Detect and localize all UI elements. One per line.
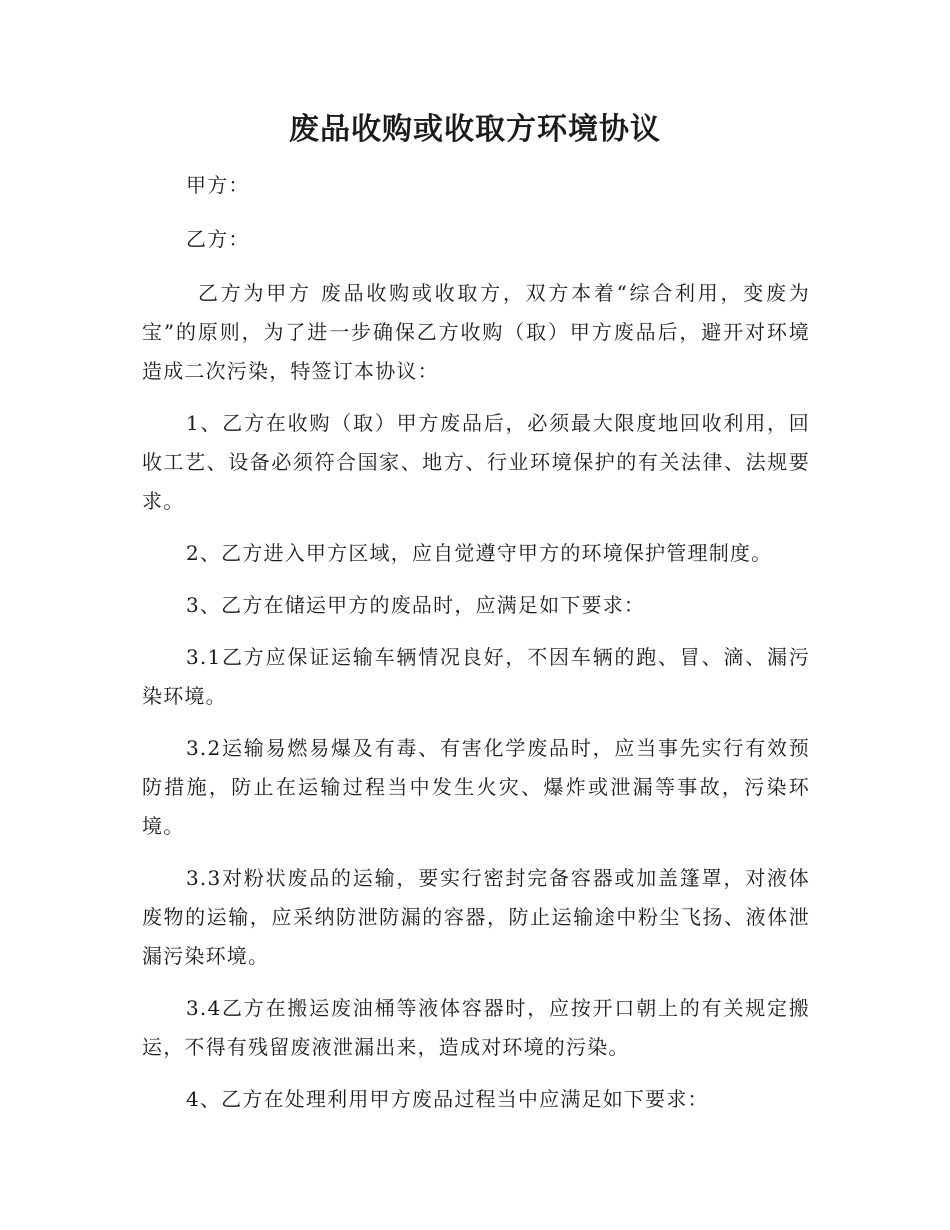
clause-2: 2、乙方进入甲方区域，应自觉遵守甲方的环境保护管理制度。 <box>186 541 773 565</box>
document-title: 废品收购或收取方环境协议 <box>289 112 661 147</box>
clause-3: 3、乙方在储运甲方的废品时，应满足如下要求： <box>186 593 646 617</box>
clause-3-2: 3.2运输易燃易爆及有毒、有害化学废品时，应当事先实行有效预防措施，防止在运输过程当中发生火灾、爆炸或泄漏等事故，污染环境。 <box>142 736 810 838</box>
party-b-label: 乙方： <box>186 227 250 251</box>
clause-3-4: 3.4乙方在搬运废油桶等液体容器时，应按开口朝上的有关规定搬运，不得有残留废液泄漏出来，造成对环境的污染。 <box>142 996 810 1059</box>
clause-3-3: 3.3对粉状废品的运输，要实行密封完备容器或加盖篷罩，对液体废物的运输，应采纳防泄防漏的容器，防止运输途中粉尘飞扬、液体泄漏污染环境。 <box>142 866 810 968</box>
document-body <box>142 166 810 1119</box>
clause-3-1: 3.1乙方应保证运输车辆情况良好，不因车辆的跑、冒、滴、漏污染环境。 <box>142 645 810 708</box>
intro-paragraph: 乙方为甲方 废品收购或收取方，双方本着“综合利用，变废为宝”的原则，为了进一步确保乙方收购（取）甲方废品后，避开对环境造成二次污染，特签订本协议： <box>142 281 810 383</box>
clause-1: 1、乙方在收购（取）甲方废品后，必须最大限度地回收利用，回收工艺、设备必须符合国家、地方、行业环境保护的有关法律、法规要求。 <box>142 411 810 513</box>
clause-4: 4、乙方在处理利用甲方废品过程当中应满足如下要求： <box>186 1087 709 1111</box>
party-a-label: 甲方： <box>186 173 250 197</box>
